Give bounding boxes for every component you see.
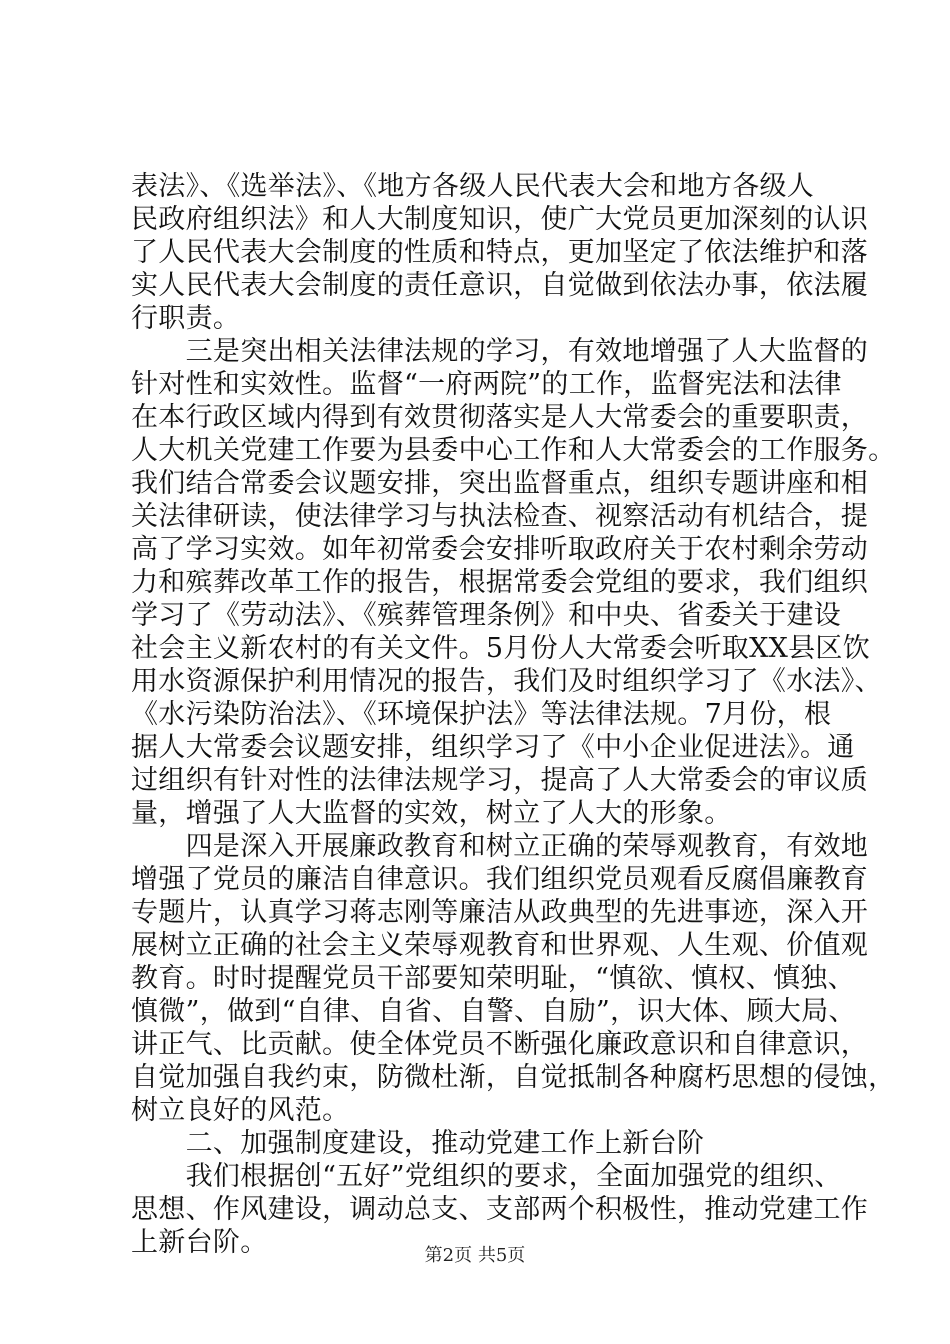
text-line: 社会主义新农村的有关文件。5月份人大常委会听取XX县区饮 xyxy=(131,633,871,664)
text-line: 我们结合常委会议题安排，突出监督重点，组织专题讲座和相 xyxy=(131,468,869,499)
text-line: 慎微”，做到“自律、自省、自警、自励”，识大体、顾大局、 xyxy=(131,996,856,1027)
text-line: 据人大常委会议题安排，组织学习了《中小企业促进法》。通 xyxy=(131,732,855,763)
text-line: 关法律研读，使法律学习与执法检查、视察活动有机结合，提 xyxy=(131,501,869,532)
text-line: 教育。时时提醒党员干部要知荣明耻，“慎欲、慎权、慎独、 xyxy=(131,963,855,994)
text-line: 学习了《劳动法》、《殡葬管理条例》和中央、省委关于建设 xyxy=(131,600,842,631)
paragraph-start-line: 四是深入开展廉政教育和树立正确的荣辱观教育，有效地 xyxy=(131,831,869,862)
paragraph-start-line: 三是突出相关法律法规的学习，有效地增强了人大监督的 xyxy=(131,336,869,367)
paragraph-start-line: 我们根据创“五好”党组织的要求，全面加强党的组织、 xyxy=(131,1161,842,1192)
text-line: 专题片，认真学习蒋志刚等廉洁从政典型的先进事迹，深入开 xyxy=(131,897,869,928)
text-line: 表法》、《选举法》、《地方各级人民代表大会和地方各级人 xyxy=(131,171,815,202)
text-line: 了人民代表大会制度的性质和特点，更加坚定了依法维护和落 xyxy=(131,237,869,268)
text-line: 民政府组织法》和人大制度知识，使广大党员更加深刻的认识 xyxy=(131,204,869,235)
text-line: 《水污染防治法》、《环境保护法》等法律法规。7月份，根 xyxy=(131,699,832,730)
text-line: 思想、作风建设，调动总支、支部两个积极性，推动党建工作 xyxy=(131,1194,869,1225)
text-line: 展树立正确的社会主义荣辱观教育和世界观、人生观、价值观 xyxy=(131,930,869,961)
text-line: 树立良好的风范。 xyxy=(131,1095,350,1126)
page-number-footer: 第2页 共5页 xyxy=(424,1245,526,1266)
text-line: 针对性和实效性。监督“一府两院”的工作，监督宪法和法律 xyxy=(131,369,842,400)
text-line: 力和殡葬改革工作的报告，根据常委会党组的要求，我们组织 xyxy=(131,567,869,598)
text-line: 在本行政区域内得到有效贯彻落实是人大常委会的重要职责， xyxy=(131,402,869,433)
text-line: 量，增强了人大监督的实效，树立了人大的形象。 xyxy=(131,798,732,829)
text-line: 过组织有针对性的法律法规学习，提高了人大常委会的审议质 xyxy=(131,765,869,796)
text-line: 高了学习实效。如年初常委会安排听取政府关于农村剩余劳动 xyxy=(131,534,869,565)
text-line: 用水资源保护利用情况的报告，我们及时组织学习了《水法》、 xyxy=(131,666,882,697)
document-body xyxy=(131,170,896,1259)
section-heading: 二、加强制度建设，推动党建工作上新台阶 xyxy=(131,1128,705,1159)
text-line: 行职责。 xyxy=(131,303,241,334)
text-line: 自觉加强自我约束，防微杜渐，自觉抵制各种腐朽思想的侵蚀， xyxy=(131,1062,896,1093)
text-line: 讲正气、比贡献。使全体党员不断强化廉政意识和自律意识， xyxy=(131,1029,869,1060)
text-line: 人大机关党建工作要为县委中心工作和人大常委会的工作服务。 xyxy=(131,435,896,466)
text-line: 实人民代表大会制度的责任意识，自觉做到依法办事，依法履 xyxy=(131,270,869,301)
text-line: 上新台阶。 xyxy=(131,1227,268,1258)
text-line: 增强了党员的廉洁自律意识。我们组织党员观看反腐倡廉教育 xyxy=(131,864,869,895)
